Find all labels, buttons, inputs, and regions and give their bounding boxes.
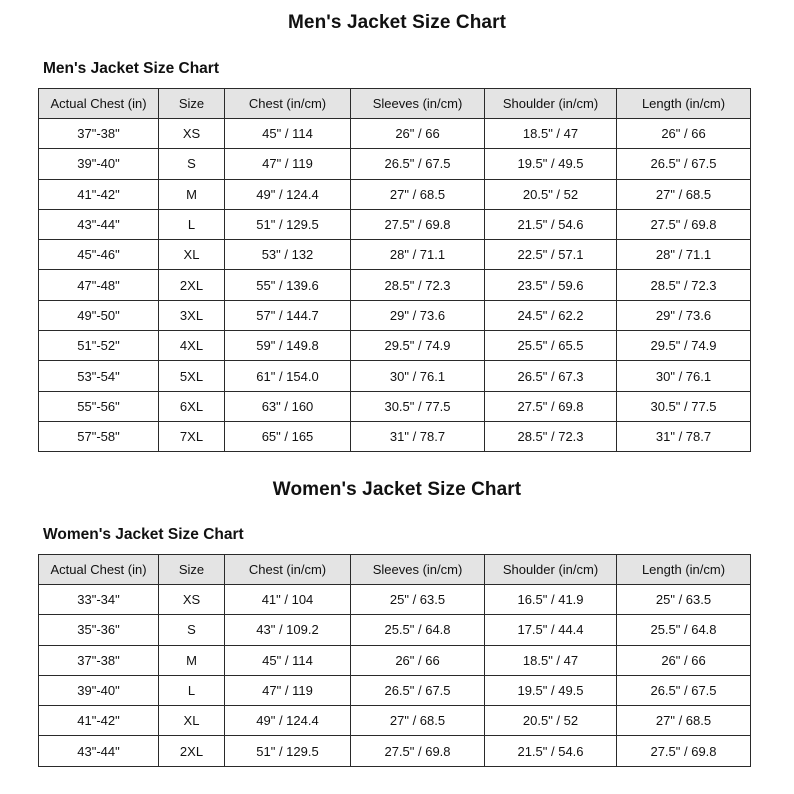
cell-chest: 53" / 132 [225,240,351,270]
cell-size: L [159,675,225,705]
women-table-body [39,585,751,767]
cell-size: XL [159,240,225,270]
table-row [39,361,751,391]
cell-chest: 63" / 160 [225,391,351,421]
cell-sleeves: 26.5" / 67.5 [351,675,485,705]
cell-sleeves: 26" / 66 [351,119,485,149]
column-header-actual-chest: Actual Chest (in) [39,89,159,119]
table-header-row [39,89,751,119]
cell-actual-chest: 41"-42" [39,179,159,209]
cell-chest: 65" / 165 [225,421,351,451]
table-row [39,149,751,179]
men-table-body [39,119,751,452]
cell-sleeves: 27" / 68.5 [351,179,485,209]
table-row [39,179,751,209]
column-header-size: Size [159,89,225,119]
cell-actual-chest: 43"-44" [39,209,159,239]
cell-actual-chest: 47"-48" [39,270,159,300]
cell-length: 30" / 76.1 [617,361,751,391]
cell-size: XL [159,706,225,736]
cell-actual-chest: 45"-46" [39,240,159,270]
cell-sleeves: 29.5" / 74.9 [351,331,485,361]
cell-shoulder: 26.5" / 67.3 [485,361,617,391]
cell-actual-chest: 33"-34" [39,585,159,615]
table-row [39,331,751,361]
cell-length: 27" / 68.5 [617,706,751,736]
cell-length: 26" / 66 [617,645,751,675]
cell-chest: 61" / 154.0 [225,361,351,391]
cell-sleeves: 27" / 68.5 [351,706,485,736]
cell-length: 27.5" / 69.8 [617,736,751,766]
column-header-chest: Chest (in/cm) [225,555,351,585]
cell-actual-chest: 39"-40" [39,149,159,179]
column-header-sleeves: Sleeves (in/cm) [351,555,485,585]
table-row [39,300,751,330]
cell-length: 27.5" / 69.8 [617,209,751,239]
cell-chest: 45" / 114 [225,645,351,675]
cell-shoulder: 23.5" / 59.6 [485,270,617,300]
cell-shoulder: 19.5" / 49.5 [485,149,617,179]
table-row [39,706,751,736]
cell-length: 29.5" / 74.9 [617,331,751,361]
cell-sleeves: 26" / 66 [351,645,485,675]
cell-actual-chest: 53"-54" [39,361,159,391]
cell-size: M [159,179,225,209]
cell-shoulder: 17.5" / 44.4 [485,615,617,645]
cell-size: 2XL [159,736,225,766]
cell-shoulder: 22.5" / 57.1 [485,240,617,270]
column-header-length: Length (in/cm) [617,555,751,585]
table-row [39,675,751,705]
cell-size: 5XL [159,361,225,391]
cell-sleeves: 31" / 78.7 [351,421,485,451]
cell-length: 26.5" / 67.5 [617,149,751,179]
cell-shoulder: 18.5" / 47 [485,119,617,149]
cell-sleeves: 30.5" / 77.5 [351,391,485,421]
cell-chest: 43" / 109.2 [225,615,351,645]
women-size-table [38,554,751,767]
cell-actual-chest: 55"-56" [39,391,159,421]
cell-size: S [159,615,225,645]
table-header-row [39,555,751,585]
cell-shoulder: 21.5" / 54.6 [485,736,617,766]
cell-shoulder: 20.5" / 52 [485,706,617,736]
cell-size: 7XL [159,421,225,451]
cell-sleeves: 25.5" / 64.8 [351,615,485,645]
cell-length: 26" / 66 [617,119,751,149]
table-row [39,209,751,239]
cell-shoulder: 18.5" / 47 [485,645,617,675]
cell-size: 3XL [159,300,225,330]
cell-sleeves: 28.5" / 72.3 [351,270,485,300]
cell-chest: 49" / 124.4 [225,179,351,209]
cell-size: 4XL [159,331,225,361]
column-header-size: Size [159,555,225,585]
cell-chest: 51" / 129.5 [225,736,351,766]
table-row [39,421,751,451]
table-row [39,270,751,300]
cell-chest: 47" / 119 [225,149,351,179]
cell-sleeves: 27.5" / 69.8 [351,736,485,766]
cell-chest: 55" / 139.6 [225,270,351,300]
men-size-table [38,88,751,452]
cell-actual-chest: 37"-38" [39,645,159,675]
cell-size: M [159,645,225,675]
cell-actual-chest: 35"-36" [39,615,159,645]
cell-sleeves: 26.5" / 67.5 [351,149,485,179]
cell-shoulder: 16.5" / 41.9 [485,585,617,615]
cell-sleeves: 25" / 63.5 [351,585,485,615]
cell-actual-chest: 39"-40" [39,675,159,705]
cell-size: XS [159,119,225,149]
cell-shoulder: 28.5" / 72.3 [485,421,617,451]
cell-actual-chest: 41"-42" [39,706,159,736]
cell-sleeves: 28" / 71.1 [351,240,485,270]
column-header-chest: Chest (in/cm) [225,89,351,119]
table-row [39,615,751,645]
table-row [39,240,751,270]
table-row [39,645,751,675]
table-row [39,585,751,615]
women-page-title: Women's Jacket Size Chart [272,479,522,500]
cell-length: 26.5" / 67.5 [617,675,751,705]
cell-sleeves: 27.5" / 69.8 [351,209,485,239]
cell-size: L [159,209,225,239]
cell-shoulder: 25.5" / 65.5 [485,331,617,361]
cell-chest: 59" / 149.8 [225,331,351,361]
cell-shoulder: 24.5" / 62.2 [485,300,617,330]
cell-shoulder: 21.5" / 54.6 [485,209,617,239]
cell-shoulder: 27.5" / 69.8 [485,391,617,421]
cell-chest: 45" / 114 [225,119,351,149]
cell-chest: 51" / 129.5 [225,209,351,239]
cell-chest: 57" / 144.7 [225,300,351,330]
cell-chest: 41" / 104 [225,585,351,615]
men-table-title: Men's Jacket Size Chart [43,60,219,77]
table-row [39,119,751,149]
column-header-shoulder: Shoulder (in/cm) [485,555,617,585]
column-header-shoulder: Shoulder (in/cm) [485,89,617,119]
column-header-length: Length (in/cm) [617,89,751,119]
cell-size: XS [159,585,225,615]
cell-sleeves: 30" / 76.1 [351,361,485,391]
cell-size: S [159,149,225,179]
table-row [39,736,751,766]
cell-length: 29" / 73.6 [617,300,751,330]
column-header-actual-chest: Actual Chest (in) [39,555,159,585]
cell-shoulder: 20.5" / 52 [485,179,617,209]
cell-length: 30.5" / 77.5 [617,391,751,421]
cell-actual-chest: 57"-58" [39,421,159,451]
cell-length: 28.5" / 72.3 [617,270,751,300]
cell-length: 28" / 71.1 [617,240,751,270]
men-page-title: Men's Jacket Size Chart [287,12,507,33]
cell-size: 2XL [159,270,225,300]
cell-actual-chest: 49"-50" [39,300,159,330]
cell-chest: 47" / 119 [225,675,351,705]
cell-length: 25.5" / 64.8 [617,615,751,645]
cell-length: 25" / 63.5 [617,585,751,615]
cell-length: 31" / 78.7 [617,421,751,451]
cell-shoulder: 19.5" / 49.5 [485,675,617,705]
cell-actual-chest: 43"-44" [39,736,159,766]
cell-chest: 49" / 124.4 [225,706,351,736]
cell-size: 6XL [159,391,225,421]
women-table-title: Women's Jacket Size Chart [43,526,244,543]
cell-length: 27" / 68.5 [617,179,751,209]
cell-actual-chest: 37"-38" [39,119,159,149]
cell-sleeves: 29" / 73.6 [351,300,485,330]
column-header-sleeves: Sleeves (in/cm) [351,89,485,119]
table-row [39,391,751,421]
cell-actual-chest: 51"-52" [39,331,159,361]
